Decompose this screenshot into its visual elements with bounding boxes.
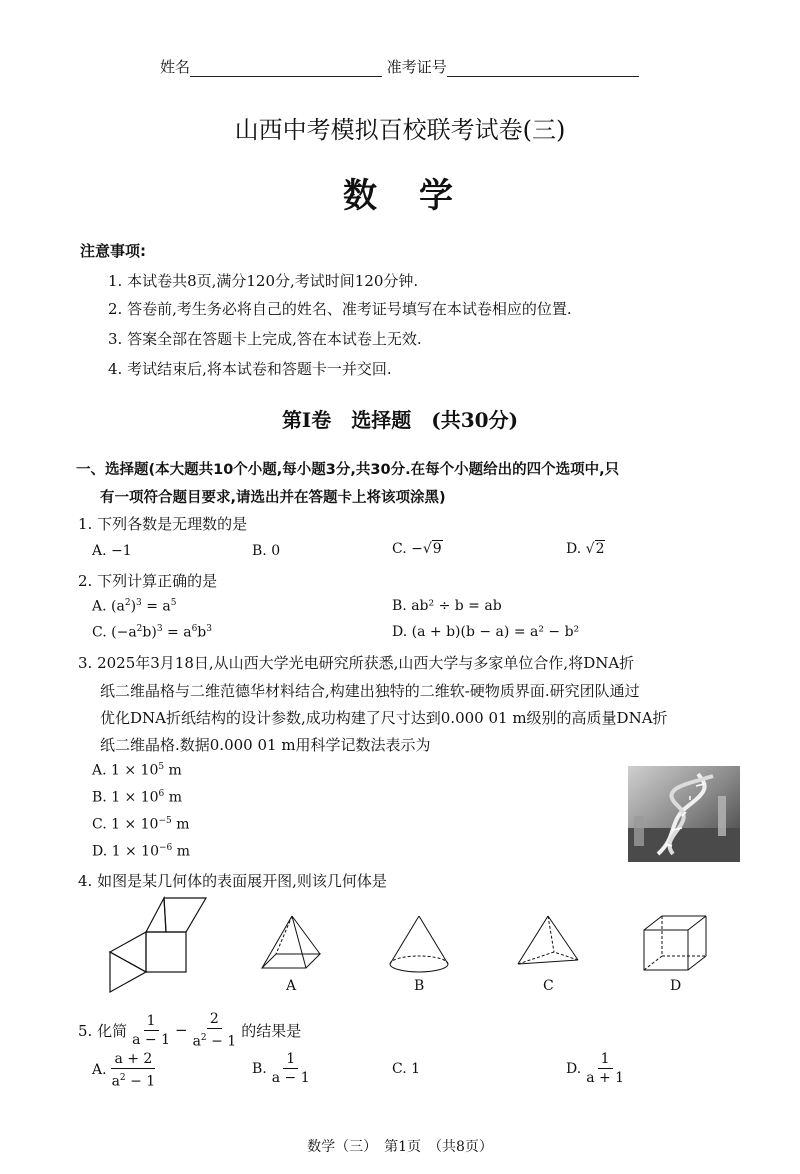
- option-b-cone: [386, 912, 452, 976]
- name-line: [190, 60, 382, 77]
- q5-option-c: C. 1: [392, 1061, 421, 1077]
- note-item: 3. 答案全部在答题卡上完成,答在本试卷上无效.: [108, 330, 422, 348]
- q3-option-c: C. $1 \times 10^{-5}$ m: [92, 816, 190, 833]
- question-3-line: 纸二维晶格与二维范德华材料结合,构建出独特的二维软-硬物质界面.研究团队通过: [100, 682, 640, 700]
- option-b-label: B: [414, 978, 425, 994]
- option-a-label: A: [286, 978, 297, 994]
- option-a-pyramid: [256, 912, 326, 974]
- question-3-line: 优化DNA折纸结构的设计参数,成功构建了尺寸达到0.000 01 m级别的高质量DNA折: [100, 709, 668, 727]
- part-title: 第Ⅰ卷 选择题 (共30分): [281, 408, 519, 432]
- name-label: 姓名: [160, 58, 191, 76]
- question-2-stem: 2. 下列计算正确的是: [78, 572, 218, 590]
- q3-option-a: A. $1 \times 10^5$ m: [92, 762, 182, 779]
- note-item: 4. 考试结束后,将本试卷和答题卡一并交回.: [108, 360, 392, 378]
- question-3-line: 纸二维晶格.数据0.000 01 m用科学记数法表示为: [100, 736, 431, 754]
- fraction-2: $\frac{2}{a^2 - 1}$: [192, 1011, 237, 1050]
- q1-option-d: D. √2: [566, 541, 605, 557]
- exam-no-line: [447, 60, 639, 77]
- page-footer: 数学（三） 第1页 （共8页）: [307, 1139, 493, 1155]
- q2-option-a: A. $(a^2)^3 = a^5$: [92, 598, 177, 615]
- section-header-line1: 一、选择题(本大题共10个小题,每小题3分,共30分.在每个小题给出的四个选项中,只: [76, 462, 620, 478]
- q3-option-d: D. $1 \times 10^{-6}$ m: [92, 843, 190, 860]
- exam-title: 山西中考模拟百校联考试卷(三): [234, 116, 566, 144]
- q2-option-b: B. ab² ÷ b = ab: [392, 598, 502, 614]
- q5-option-a: A. $\frac{a + 2}{a^2 - 1}$: [92, 1051, 156, 1090]
- q3-option-b: B. $1 \times 10^6$ m: [92, 789, 183, 806]
- dna-photo: [628, 766, 740, 862]
- section-header-line2: 有一项符合题目要求,请选出并在答题卡上将该项涂黑): [100, 490, 446, 506]
- option-d-cube: [640, 912, 710, 974]
- question-4-stem: 4. 如图是某几何体的表面展开图,则该几何体是: [78, 872, 387, 890]
- option-d-label: D: [670, 978, 682, 994]
- candidate-info: [160, 56, 800, 77]
- option-c-label: C: [543, 978, 554, 994]
- q1-option-c: C. −√9: [392, 541, 442, 557]
- q5-option-d: D. $\frac{1}{a + 1}$: [566, 1051, 625, 1086]
- net-figure: [106, 892, 210, 996]
- q1-option-b: B. 0: [252, 543, 281, 559]
- question-5-stem: 5. 化简 $\frac{1}{a - 1}$ − $\frac{2}{a^2 - 1}$ 的结果是: [78, 1011, 302, 1050]
- notes-heading: 注意事项:: [80, 242, 146, 260]
- q5-option-b: B. $\frac{1}{a - 1}$: [252, 1051, 310, 1086]
- q2-option-d: D. (a + b)(b − a) = a² − b²: [392, 624, 580, 640]
- q2-option-c: C. $(-a^2b)^3 = a^6b^3$: [92, 624, 212, 641]
- note-item: 2. 答卷前,考生务必将自己的姓名、准考证号填写在本试卷相应的位置.: [108, 300, 572, 318]
- q1-option-a: A. −1: [92, 543, 132, 559]
- fraction-1: $\frac{1}{a - 1}$: [132, 1012, 170, 1048]
- subject-title: 数 学: [343, 176, 457, 216]
- question-3-line: 3. 2025年3月18日,从山西大学光电研究所获悉,山西大学与多家单位合作,将DNA折: [78, 654, 635, 672]
- question-1-stem: 1. 下列各数是无理数的是: [78, 515, 248, 533]
- note-item: 1. 本试卷共8页,满分120分,考试时间120分钟.: [108, 272, 419, 290]
- exam-no-label: 准考证号: [386, 58, 447, 76]
- option-c-tetrahedron: [514, 912, 584, 974]
